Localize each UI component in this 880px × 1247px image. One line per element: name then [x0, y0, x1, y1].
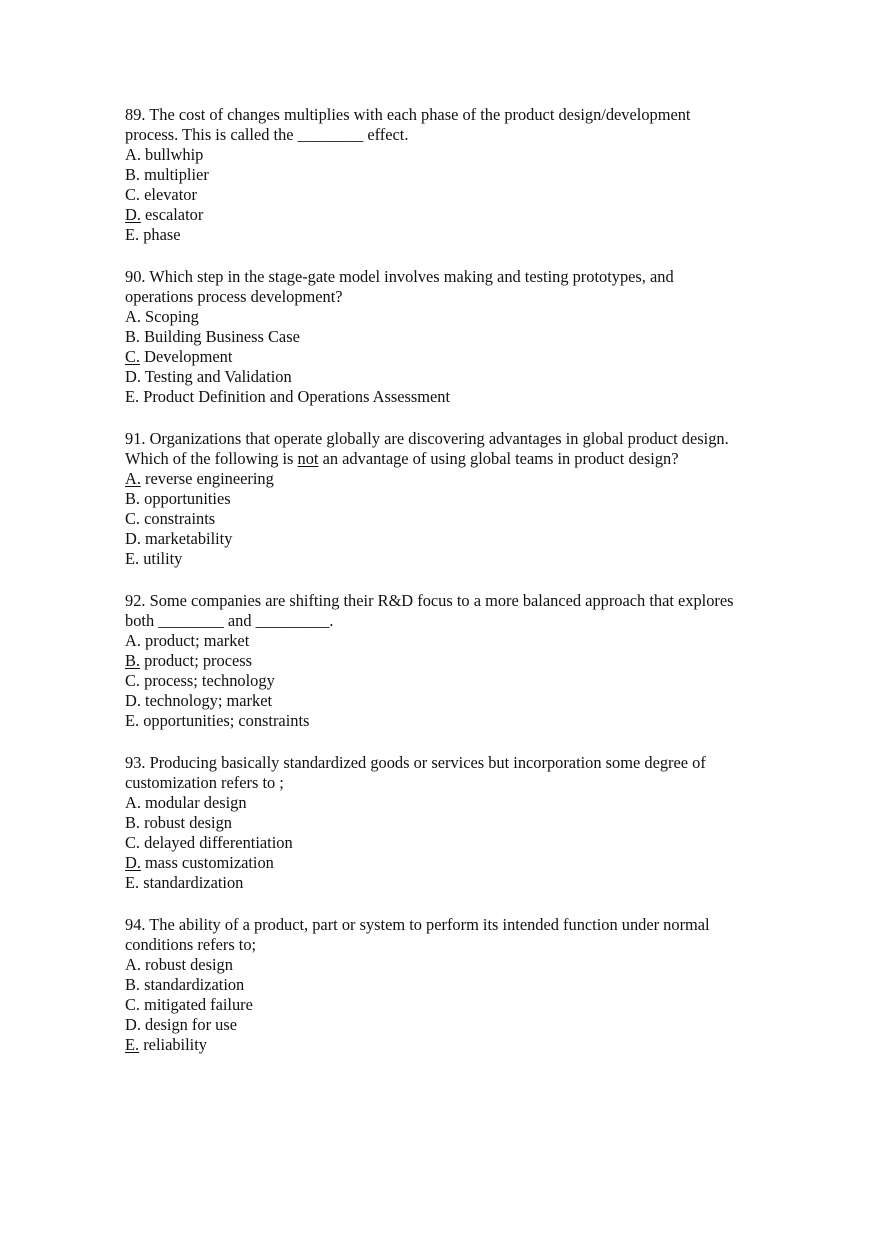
- option-text: Building Business Case: [140, 327, 300, 346]
- answer-option: [125, 833, 785, 853]
- question-block: [125, 105, 785, 245]
- option-letter: E.: [125, 549, 140, 568]
- question-stem-line: [125, 915, 785, 935]
- answer-option: [125, 671, 785, 691]
- question-stem-text: both ________ and _________.: [125, 611, 334, 630]
- answer-option: [125, 145, 785, 165]
- answer-option: [125, 529, 785, 549]
- question-list: [125, 105, 785, 1055]
- option-text: standardization: [140, 975, 245, 994]
- question-block: [125, 591, 785, 731]
- option-letter-correct: D.: [125, 205, 141, 224]
- option-letter: B.: [125, 489, 141, 508]
- option-letter: B.: [125, 813, 141, 832]
- option-text: technology; market: [140, 691, 273, 710]
- option-letter-correct: E.: [125, 1035, 140, 1054]
- option-letter: C.: [125, 995, 141, 1014]
- option-letter: C.: [125, 671, 141, 690]
- option-text: standardization: [139, 873, 244, 892]
- answer-option: [125, 387, 785, 407]
- option-text: multiplier: [140, 165, 209, 184]
- option-text: escalator: [140, 205, 204, 224]
- question-block: [125, 753, 785, 893]
- answer-option: [125, 185, 785, 205]
- answer-option: [125, 873, 785, 893]
- question-stem-text: customization refers to ;: [125, 773, 284, 792]
- answer-option: [125, 327, 785, 347]
- option-letter: C.: [125, 833, 141, 852]
- option-letter: E.: [125, 225, 140, 244]
- option-text: reverse engineering: [140, 469, 274, 488]
- answer-option: [125, 631, 785, 651]
- question-stem-text: 94. The ability of a product, part or system to perform its intended function under normal: [125, 915, 710, 934]
- option-letter: D.: [125, 529, 141, 548]
- question-stem-text: 90. Which step in the stage-gate model involves making and testing prototypes, and: [125, 267, 674, 286]
- option-letter: D.: [125, 1015, 141, 1034]
- answer-option: [125, 347, 785, 367]
- option-text: Scoping: [140, 307, 199, 326]
- option-letter: D.: [125, 367, 141, 386]
- option-letter-correct: C.: [125, 347, 141, 366]
- option-text: robust design: [140, 813, 232, 832]
- option-letter-correct: D.: [125, 853, 141, 872]
- question-stem-text: operations process development?: [125, 287, 343, 306]
- question-stem-text: 92. Some companies are shifting their R&D focus to a more balanced approach that explores: [125, 591, 734, 610]
- option-letter: A.: [125, 631, 141, 650]
- question-block: [125, 429, 785, 569]
- question-stem-line: [125, 611, 785, 631]
- question-stem-line: [125, 267, 785, 287]
- answer-option: [125, 489, 785, 509]
- answer-option: [125, 711, 785, 731]
- option-letter: B.: [125, 327, 141, 346]
- question-stem-text: 93. Producing basically standardized goods or services but incorporation some degree of: [125, 753, 706, 772]
- option-letter: A.: [125, 145, 141, 164]
- question-stem-text: an advantage of using global teams in product design?: [318, 449, 679, 468]
- question-stem-line: [125, 773, 785, 793]
- answer-option: [125, 975, 785, 995]
- question-stem-line: [125, 105, 785, 125]
- document-page: [125, 105, 785, 1077]
- option-text: mitigated failure: [140, 995, 253, 1014]
- emphasis-underlined: not: [297, 449, 319, 468]
- option-text: reliability: [139, 1035, 207, 1054]
- answer-option: [125, 813, 785, 833]
- question-stem-text: 91. Organizations that operate globally are discovering advantages in global product design.: [125, 429, 729, 448]
- answer-option: [125, 955, 785, 975]
- option-text: delayed differentiation: [140, 833, 293, 852]
- option-text: product; market: [140, 631, 250, 650]
- option-text: marketability: [140, 529, 233, 548]
- option-text: Product Definition and Operations Assessment: [139, 387, 451, 406]
- question-stem-line: [125, 449, 785, 469]
- option-text: product; process: [140, 651, 253, 670]
- option-text: process; technology: [140, 671, 275, 690]
- option-text: Testing and Validation: [140, 367, 292, 386]
- question-stem-text: conditions refers to;: [125, 935, 257, 954]
- option-letter: A.: [125, 793, 141, 812]
- option-text: phase: [139, 225, 181, 244]
- answer-option: [125, 853, 785, 873]
- answer-option: [125, 205, 785, 225]
- answer-option: [125, 995, 785, 1015]
- question-block: [125, 267, 785, 407]
- option-letter: E.: [125, 711, 140, 730]
- answer-option: [125, 165, 785, 185]
- answer-option: [125, 1015, 785, 1035]
- question-stem-line: [125, 753, 785, 773]
- question-stem-text: process. This is called the ________ effect.: [125, 125, 409, 144]
- option-letter-correct: A.: [125, 469, 141, 488]
- option-letter: B.: [125, 165, 141, 184]
- question-stem-line: [125, 125, 785, 145]
- option-text: robust design: [140, 955, 233, 974]
- answer-option: [125, 549, 785, 569]
- option-text: opportunities: [140, 489, 231, 508]
- option-letter: E.: [125, 387, 140, 406]
- answer-option: [125, 469, 785, 489]
- answer-option: [125, 509, 785, 529]
- question-block: [125, 915, 785, 1055]
- question-stem-line: [125, 429, 785, 449]
- option-text: constraints: [140, 509, 216, 528]
- question-stem-line: [125, 591, 785, 611]
- option-letter: A.: [125, 955, 141, 974]
- answer-option: [125, 691, 785, 711]
- option-text: bullwhip: [140, 145, 204, 164]
- option-letter: C.: [125, 185, 141, 204]
- option-text: design for use: [140, 1015, 237, 1034]
- question-stem-text: 89. The cost of changes multiplies with each phase of the product design/development: [125, 105, 691, 124]
- answer-option: [125, 651, 785, 671]
- question-stem-text: Which of the following is: [125, 449, 298, 468]
- answer-option: [125, 367, 785, 387]
- option-letter-correct: B.: [125, 651, 141, 670]
- question-stem-line: [125, 287, 785, 307]
- option-text: modular design: [140, 793, 247, 812]
- option-letter: A.: [125, 307, 141, 326]
- option-text: elevator: [140, 185, 197, 204]
- option-letter: B.: [125, 975, 141, 994]
- option-text: Development: [140, 347, 233, 366]
- answer-option: [125, 307, 785, 327]
- option-text: opportunities; constraints: [139, 711, 310, 730]
- question-stem-line: [125, 935, 785, 955]
- option-letter: D.: [125, 691, 141, 710]
- answer-option: [125, 1035, 785, 1055]
- option-letter: E.: [125, 873, 140, 892]
- answer-option: [125, 793, 785, 813]
- option-text: mass customization: [140, 853, 274, 872]
- answer-option: [125, 225, 785, 245]
- option-letter: C.: [125, 509, 141, 528]
- option-text: utility: [139, 549, 183, 568]
